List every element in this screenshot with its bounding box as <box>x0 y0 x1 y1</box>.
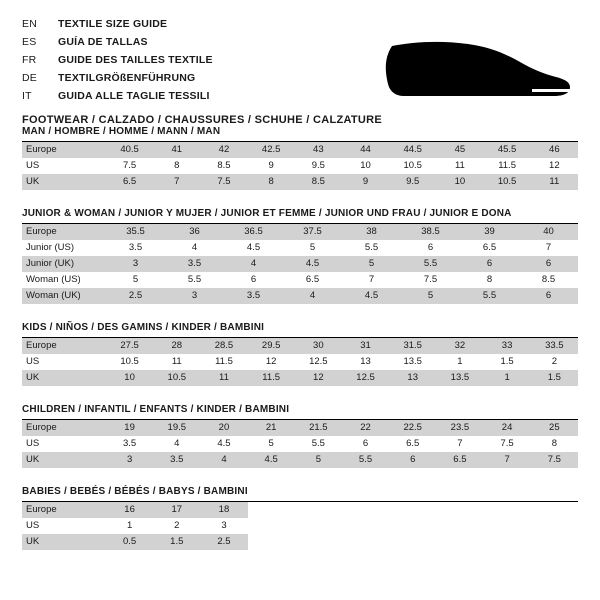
cell: 5.5 <box>342 240 401 256</box>
cell-empty <box>436 502 483 518</box>
cell: 6 <box>401 240 460 256</box>
cell: 5.5 <box>295 436 342 452</box>
cell: 6.5 <box>436 452 483 468</box>
cell: 3 <box>165 288 224 304</box>
cell: 32 <box>436 338 483 354</box>
cell: 11 <box>153 354 200 370</box>
block-title: BABIES / BEBÉS / BÉBÉS / BABYS / BAMBINI <box>22 486 578 502</box>
cell: 6.5 <box>283 272 342 288</box>
cell: 11.5 <box>484 158 531 174</box>
language-code: DE <box>22 72 37 84</box>
row-label: US <box>22 518 106 534</box>
cell: 6.5 <box>460 240 519 256</box>
cell-empty <box>248 534 295 550</box>
cell: 7.5 <box>531 452 578 468</box>
cell: 40 <box>519 224 578 240</box>
cell: 29.5 <box>248 338 295 354</box>
cell: 42.5 <box>248 142 295 158</box>
cell: 1.5 <box>153 534 200 550</box>
cell: 11 <box>200 370 247 386</box>
cell: 44.5 <box>389 142 436 158</box>
cell: 5 <box>283 240 342 256</box>
cell: 5.5 <box>460 288 519 304</box>
language-code: EN <box>22 18 37 30</box>
cell: 10.5 <box>389 158 436 174</box>
cell: 35.5 <box>106 224 165 240</box>
cell: 5 <box>401 288 460 304</box>
cell: 12.5 <box>295 354 342 370</box>
cell: 6 <box>224 272 283 288</box>
cell: 7 <box>519 240 578 256</box>
language-title: GUÍA DE TALLAS <box>58 36 148 48</box>
cell: 9 <box>342 174 389 190</box>
cell: 5.5 <box>342 452 389 468</box>
cell: 6 <box>342 436 389 452</box>
table-row <box>22 240 578 256</box>
cell: 20 <box>200 420 247 436</box>
cell: 36 <box>165 224 224 240</box>
block-title: KIDS / NIÑOS / DES GAMINS / KINDER / BAMBINI <box>22 322 578 338</box>
table-row <box>22 370 578 386</box>
row-label: UK <box>22 370 106 386</box>
cell: 13.5 <box>436 370 483 386</box>
cell-empty <box>342 502 389 518</box>
row-label: Junior (UK) <box>22 256 106 272</box>
cell: 7 <box>153 174 200 190</box>
cell: 11.5 <box>200 354 247 370</box>
cell: 12 <box>531 158 578 174</box>
cell-empty <box>248 502 295 518</box>
row-label: Europe <box>22 224 106 240</box>
cell: 45.5 <box>484 142 531 158</box>
cell: 41 <box>153 142 200 158</box>
size-block-junior-woman <box>22 208 578 304</box>
row-label: Europe <box>22 142 106 158</box>
cell: 30 <box>295 338 342 354</box>
cell: 2 <box>531 354 578 370</box>
cell: 44 <box>342 142 389 158</box>
block-title: JUNIOR & WOMAN / JUNIOR Y MUJER / JUNIOR ET FEMME / JUNIOR UND FRAU / JUNIOR E DONA <box>22 208 578 224</box>
table-row <box>22 534 578 550</box>
language-code: ES <box>22 36 37 48</box>
cell-empty <box>531 518 578 534</box>
cell: 4.5 <box>200 436 247 452</box>
cell: 12.5 <box>342 370 389 386</box>
cell: 10 <box>342 158 389 174</box>
cell: 7 <box>342 272 401 288</box>
cell: 6 <box>460 256 519 272</box>
row-label: US <box>22 354 106 370</box>
cell: 4 <box>153 436 200 452</box>
cell: 40.5 <box>106 142 153 158</box>
size-block-children <box>22 404 578 468</box>
language-code: FR <box>22 54 37 66</box>
row-label: UK <box>22 452 106 468</box>
size-table <box>22 502 578 550</box>
cell: 2 <box>153 518 200 534</box>
cell: 9.5 <box>389 174 436 190</box>
cell: 24 <box>484 420 531 436</box>
cell: 5.5 <box>165 272 224 288</box>
table-row <box>22 420 578 436</box>
block-title: MAN / HOMBRE / HOMME / MANN / MAN <box>22 126 578 142</box>
cell: 5.5 <box>401 256 460 272</box>
table-row <box>22 224 578 240</box>
cell: 12 <box>248 354 295 370</box>
language-title: TEXTILGRÖßENFÜHRUNG <box>58 72 196 84</box>
cell: 45 <box>436 142 483 158</box>
table-row <box>22 338 578 354</box>
cell: 12 <box>295 370 342 386</box>
size-table <box>22 224 578 304</box>
size-table <box>22 420 578 468</box>
cell: 5 <box>248 436 295 452</box>
cell: 3.5 <box>106 436 153 452</box>
cell-empty <box>531 534 578 550</box>
cell-empty <box>484 518 531 534</box>
cell: 16 <box>106 502 153 518</box>
cell: 2.5 <box>106 288 165 304</box>
cell: 8 <box>460 272 519 288</box>
cell: 4.5 <box>248 452 295 468</box>
cell: 8.5 <box>200 158 247 174</box>
size-table <box>22 142 578 190</box>
cell: 22 <box>342 420 389 436</box>
cell: 5 <box>342 256 401 272</box>
row-label: Europe <box>22 420 106 436</box>
cell: 1 <box>484 370 531 386</box>
cell: 11 <box>436 158 483 174</box>
cell: 11.5 <box>248 370 295 386</box>
category-heading: FOOTWEAR / CALZADO / CHAUSSURES / SCHUHE / CALZATURE <box>22 114 383 126</box>
cell: 9 <box>248 158 295 174</box>
table-row <box>22 518 578 534</box>
cell: 4 <box>165 240 224 256</box>
cell-empty <box>484 502 531 518</box>
cell: 10.5 <box>106 354 153 370</box>
cell: 18 <box>200 502 247 518</box>
cell: 6 <box>519 256 578 272</box>
cell: 9.5 <box>295 158 342 174</box>
cell: 25 <box>531 420 578 436</box>
cell: 13 <box>389 370 436 386</box>
cell: 6.5 <box>106 174 153 190</box>
cell: 10.5 <box>153 370 200 386</box>
cell: 7 <box>436 436 483 452</box>
header <box>22 16 578 126</box>
cell: 3 <box>106 256 165 272</box>
row-label: Europe <box>22 338 106 354</box>
size-block-man <box>22 126 578 190</box>
cell-empty <box>436 518 483 534</box>
cell: 3 <box>200 518 247 534</box>
cell: 46 <box>531 142 578 158</box>
cell: 11 <box>531 174 578 190</box>
row-label: Junior (US) <box>22 240 106 256</box>
cell: 3.5 <box>224 288 283 304</box>
size-table <box>22 338 578 386</box>
row-label: Europe <box>22 502 106 518</box>
cell-empty <box>531 502 578 518</box>
cell: 10.5 <box>484 174 531 190</box>
cell: 21 <box>248 420 295 436</box>
cell-empty <box>389 534 436 550</box>
row-label: Woman (UK) <box>22 288 106 304</box>
cell: 4 <box>224 256 283 272</box>
block-title: CHILDREN / INFANTIL / ENFANTS / KINDER / BAMBINI <box>22 404 578 420</box>
cell: 33.5 <box>531 338 578 354</box>
cell: 7.5 <box>484 436 531 452</box>
cell: 3.5 <box>106 240 165 256</box>
row-label: UK <box>22 534 106 550</box>
cell: 4 <box>283 288 342 304</box>
cell: 23.5 <box>436 420 483 436</box>
cell: 3.5 <box>153 452 200 468</box>
table-row <box>22 502 578 518</box>
cell: 1.5 <box>484 354 531 370</box>
cell: 19.5 <box>153 420 200 436</box>
cell: 5 <box>295 452 342 468</box>
cell: 31 <box>342 338 389 354</box>
cell: 31.5 <box>389 338 436 354</box>
language-title: TEXTILE SIZE GUIDE <box>58 18 168 30</box>
cell: 13.5 <box>389 354 436 370</box>
cell: 4.5 <box>283 256 342 272</box>
cell: 36.5 <box>224 224 283 240</box>
cell-empty <box>342 518 389 534</box>
cell: 19 <box>106 420 153 436</box>
cell: 38 <box>342 224 401 240</box>
row-label: US <box>22 436 106 452</box>
table-row <box>22 256 578 272</box>
cell: 1.5 <box>531 370 578 386</box>
cell: 6 <box>519 288 578 304</box>
cell: 1 <box>436 354 483 370</box>
cell: 10 <box>436 174 483 190</box>
cell: 8 <box>531 436 578 452</box>
table-row <box>22 158 578 174</box>
cell: 28 <box>153 338 200 354</box>
table-row <box>22 354 578 370</box>
cell: 3.5 <box>165 256 224 272</box>
cell: 39 <box>460 224 519 240</box>
cell: 38.5 <box>401 224 460 240</box>
size-block-babies <box>22 486 578 550</box>
cell-empty <box>436 534 483 550</box>
row-label: UK <box>22 174 106 190</box>
cell: 0.5 <box>106 534 153 550</box>
table-row <box>22 272 578 288</box>
table-row <box>22 436 578 452</box>
cell: 8 <box>248 174 295 190</box>
cell: 7.5 <box>200 174 247 190</box>
cell-empty <box>295 518 342 534</box>
language-row <box>22 16 578 32</box>
cell: 1 <box>106 518 153 534</box>
cell-empty <box>342 534 389 550</box>
row-label: Woman (US) <box>22 272 106 288</box>
cell-empty <box>295 534 342 550</box>
table-row <box>22 288 578 304</box>
cell: 43 <box>295 142 342 158</box>
cell: 5 <box>106 272 165 288</box>
cell: 7.5 <box>401 272 460 288</box>
table-row <box>22 142 578 158</box>
language-title: GUIDA ALLE TAGLIE TESSILI <box>58 90 210 102</box>
table-row <box>22 452 578 468</box>
cell: 37.5 <box>283 224 342 240</box>
cell: 4.5 <box>224 240 283 256</box>
language-code: IT <box>22 90 32 102</box>
table-row <box>22 174 578 190</box>
cell-empty <box>389 502 436 518</box>
cell: 42 <box>200 142 247 158</box>
cell-empty <box>248 518 295 534</box>
cell: 28.5 <box>200 338 247 354</box>
cell: 4.5 <box>342 288 401 304</box>
row-label: US <box>22 158 106 174</box>
cell: 2.5 <box>200 534 247 550</box>
cell: 4 <box>200 452 247 468</box>
cell: 7.5 <box>106 158 153 174</box>
cell: 17 <box>153 502 200 518</box>
cell: 21.5 <box>295 420 342 436</box>
size-block-kids <box>22 322 578 386</box>
cell: 22.5 <box>389 420 436 436</box>
cell-empty <box>389 518 436 534</box>
cell: 6 <box>389 452 436 468</box>
cell: 7 <box>484 452 531 468</box>
cell: 8.5 <box>519 272 578 288</box>
cell: 8 <box>153 158 200 174</box>
cell: 3 <box>106 452 153 468</box>
language-title: GUIDE DES TAILLES TEXTILE <box>58 54 213 66</box>
cell: 33 <box>484 338 531 354</box>
cell: 6.5 <box>389 436 436 452</box>
cell: 10 <box>106 370 153 386</box>
dress-shoe-icon <box>382 34 572 112</box>
cell-empty <box>484 534 531 550</box>
cell: 13 <box>342 354 389 370</box>
cell: 27.5 <box>106 338 153 354</box>
cell: 8.5 <box>295 174 342 190</box>
cell-empty <box>295 502 342 518</box>
